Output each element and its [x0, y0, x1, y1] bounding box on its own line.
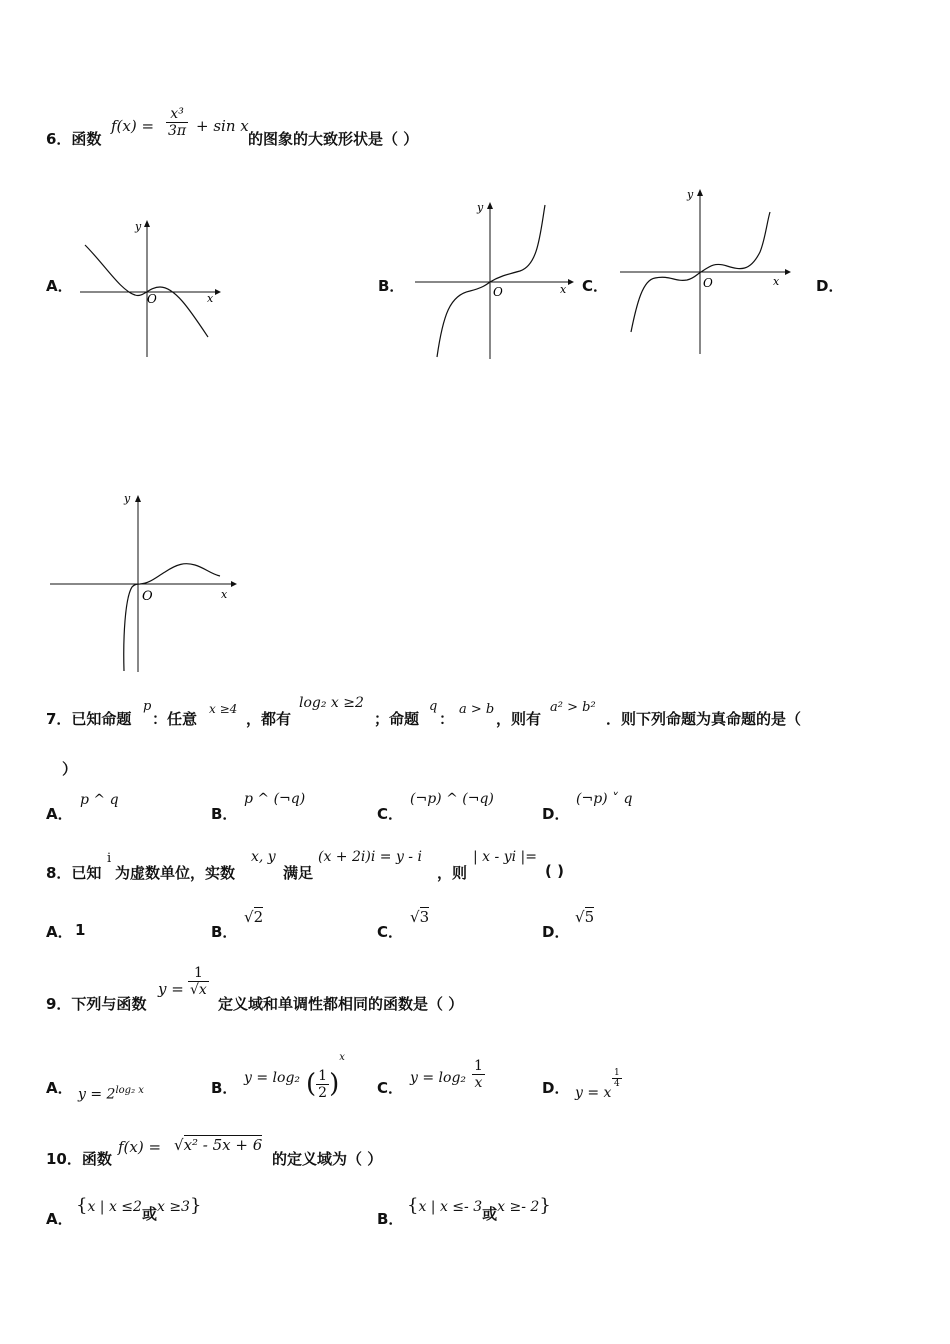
- q9-y: y =: [158, 980, 184, 998]
- x-label: x: [221, 588, 228, 601]
- q6-sin-term: + sin x: [196, 117, 249, 135]
- q9-option-d-exp-den: 4: [614, 1079, 620, 1089]
- q9-option-b-frac[interactable]: [306, 1052, 345, 1101]
- q7-text-5: ，则有: [496, 710, 542, 728]
- q7-text-1: ：任意: [152, 710, 198, 728]
- q9-option-a-base: y = 2: [78, 1086, 116, 1103]
- y-axis-arrow: [697, 189, 703, 196]
- q7-number: 7．已知命题: [46, 710, 132, 728]
- q8-option-c-radicand: 3: [419, 908, 430, 926]
- q9-tail: 定义域和单调性都相同的函数是（ ）: [218, 995, 464, 1013]
- q6-graph-d[interactable]: [45, 488, 245, 678]
- q8-equation: (x + 2i)i = y - i: [318, 849, 422, 865]
- q8-option-d-label[interactable]: D．: [542, 923, 570, 941]
- q8-option-b-radicand: 2: [253, 908, 264, 926]
- x-label: x: [773, 275, 780, 288]
- q9-option-c-den: x: [474, 1075, 483, 1091]
- q9-fraction: [188, 965, 209, 998]
- q8-option-d-radicand: 5: [584, 908, 595, 926]
- q10-option-a-brace-left: {: [76, 1195, 88, 1216]
- origin-label: O: [493, 285, 503, 299]
- q8-text-3: ，则: [437, 864, 468, 882]
- origin-label: O: [703, 276, 713, 290]
- q10-func-lhs: f(x) =: [118, 1138, 162, 1156]
- q6-graph-a[interactable]: [75, 215, 225, 365]
- x-axis-arrow: [215, 289, 221, 295]
- q6-number: 6．函数: [46, 130, 102, 148]
- q10-option-b-brace-left: {: [407, 1195, 419, 1216]
- q10-tail: 的定义域为（ ）: [272, 1150, 383, 1168]
- curve: [437, 205, 545, 357]
- q9-option-c-num: 1: [474, 1058, 483, 1074]
- x-label: x: [560, 283, 567, 296]
- q9-option-b-paren-right: ): [329, 1069, 340, 1099]
- q8-xy: x, y: [251, 849, 276, 865]
- q8-option-b-label[interactable]: B．: [211, 923, 238, 941]
- q8-option-a-label[interactable]: A．: [46, 923, 73, 941]
- q9-numerator: 1: [188, 965, 209, 982]
- q7-option-a[interactable]: p ^ q: [80, 792, 119, 808]
- q10-radicand: x² - 5x + 6: [183, 1136, 263, 1154]
- q9-option-c-label[interactable]: C．: [377, 1079, 404, 1097]
- q10-number: 10．函数: [46, 1150, 112, 1168]
- q7-text-2: ，都有: [246, 710, 292, 728]
- q8-i: i: [107, 851, 112, 866]
- q8-option-a[interactable]: 1: [75, 921, 86, 939]
- q6-fraction: [166, 106, 188, 139]
- q7-text-3: ；命题: [374, 710, 420, 728]
- q7-cond-4: a² > b²: [550, 700, 596, 715]
- q9-option-b-label[interactable]: B．: [211, 1079, 238, 1097]
- q10-option-a-part1: x | x ≤2: [87, 1199, 142, 1215]
- origin-label: O: [147, 292, 157, 306]
- q9-option-b-lhs[interactable]: y = log₂: [244, 1070, 301, 1086]
- q8-option-d[interactable]: √5: [575, 908, 595, 926]
- q6-numerator: x³: [166, 106, 188, 123]
- q9-option-c-lhs[interactable]: y = log₂: [410, 1070, 467, 1086]
- q9-number: 9．下列与函数: [46, 995, 147, 1013]
- q10-option-a-part2: x ≥3: [156, 1199, 190, 1215]
- q7-cond-3: a > b: [459, 702, 495, 717]
- q6-denominator: 3π: [168, 123, 187, 139]
- q7-option-c-label[interactable]: C．: [377, 805, 404, 823]
- q7-close-paren: ）: [62, 760, 78, 778]
- q9-option-c-frac[interactable]: [472, 1058, 485, 1091]
- q6-option-a-label[interactable]: A．: [46, 277, 73, 295]
- q7-option-d-label[interactable]: D．: [542, 805, 570, 823]
- q8-option-c-label[interactable]: C．: [377, 923, 404, 941]
- q7-option-b-label[interactable]: B．: [211, 805, 238, 823]
- q9-option-b-den: 2: [318, 1084, 328, 1101]
- q9-option-b-num: 1: [318, 1067, 328, 1084]
- q7-cond-1: x ≥4: [209, 702, 238, 716]
- q8-abs-expr: | x - yi |=: [473, 849, 537, 865]
- q9-option-b-exponent: x: [339, 1052, 345, 1063]
- q8-paren: ( ): [545, 862, 564, 880]
- q6-graph-c[interactable]: [615, 182, 795, 357]
- q8-number: 8．已知: [46, 864, 102, 882]
- q9-option-a[interactable]: [78, 1085, 144, 1103]
- q8-option-c[interactable]: √3: [410, 908, 430, 926]
- q7-text-6: ．则下列命题为真命题的是（: [606, 710, 802, 728]
- y-label: y: [124, 492, 131, 505]
- q6-func-lhs: f(x) =: [111, 117, 155, 135]
- q6-option-d-label[interactable]: D．: [816, 277, 844, 295]
- q7-option-a-label[interactable]: A．: [46, 805, 73, 823]
- q6-tail: 的图象的大致形状是（ ）: [248, 130, 419, 148]
- y-label: y: [477, 201, 484, 214]
- q10-option-b-label[interactable]: B．: [377, 1210, 404, 1228]
- q10-radical: √x² - 5x + 6: [174, 1136, 263, 1154]
- q9-option-d-label[interactable]: D．: [542, 1079, 570, 1097]
- q8-text-1: 为虚数单位，实数: [115, 864, 236, 882]
- q6-graph-b[interactable]: [410, 195, 580, 365]
- origin-label: O: [142, 589, 153, 604]
- q9-radicand: x: [198, 982, 207, 998]
- q10-option-b-part2: x ≥- 2: [497, 1199, 540, 1215]
- q10-option-b-brace-right: }: [539, 1195, 551, 1216]
- q10-option-b-part1: x | x ≤- 3: [418, 1199, 483, 1215]
- q8-text-2: 满足: [283, 864, 314, 882]
- q10-option-b-or: 或: [482, 1205, 498, 1223]
- x-axis-arrow: [231, 581, 237, 587]
- q10-option-b[interactable]: [407, 1195, 551, 1223]
- q10-option-a-brace-right: }: [189, 1195, 202, 1216]
- y-axis-arrow: [144, 220, 150, 227]
- y-label: y: [687, 188, 694, 201]
- q9-option-a-exponent: log₂ x: [115, 1085, 144, 1096]
- q6-option-b-label[interactable]: B．: [378, 277, 405, 295]
- y-axis-arrow: [487, 202, 493, 209]
- q9-option-b-paren-left: (: [306, 1069, 317, 1099]
- x-axis-arrow: [568, 279, 574, 285]
- q6-option-c-label[interactable]: C．: [582, 277, 609, 295]
- q7-option-d[interactable]: (¬p) ˅ q: [576, 791, 633, 807]
- q7-p: p: [143, 699, 152, 714]
- q9-option-d-exponent: [612, 1068, 622, 1089]
- q7-option-b[interactable]: p ^ (¬q): [244, 791, 306, 807]
- q7-option-c[interactable]: (¬p) ^ (¬q): [410, 791, 494, 807]
- q7-cond-2: log₂ x ≥2: [299, 695, 364, 711]
- x-label: x: [207, 292, 214, 305]
- q9-option-d-exp-num: 1: [614, 1068, 620, 1078]
- q9-option-d[interactable]: y = x: [575, 1085, 612, 1101]
- q10-option-a[interactable]: [76, 1195, 202, 1223]
- y-label: y: [135, 220, 142, 233]
- q7-q: q: [429, 699, 438, 714]
- y-axis-arrow: [135, 495, 141, 502]
- q10-option-a-label[interactable]: A．: [46, 1210, 73, 1228]
- q8-option-b[interactable]: √2: [244, 908, 264, 926]
- q7-text-4: ：: [439, 710, 455, 728]
- q9-option-a-label[interactable]: A．: [46, 1079, 73, 1097]
- q9-denominator: √x: [190, 982, 207, 998]
- x-axis-arrow: [785, 269, 791, 275]
- q10-option-a-or: 或: [141, 1205, 157, 1223]
